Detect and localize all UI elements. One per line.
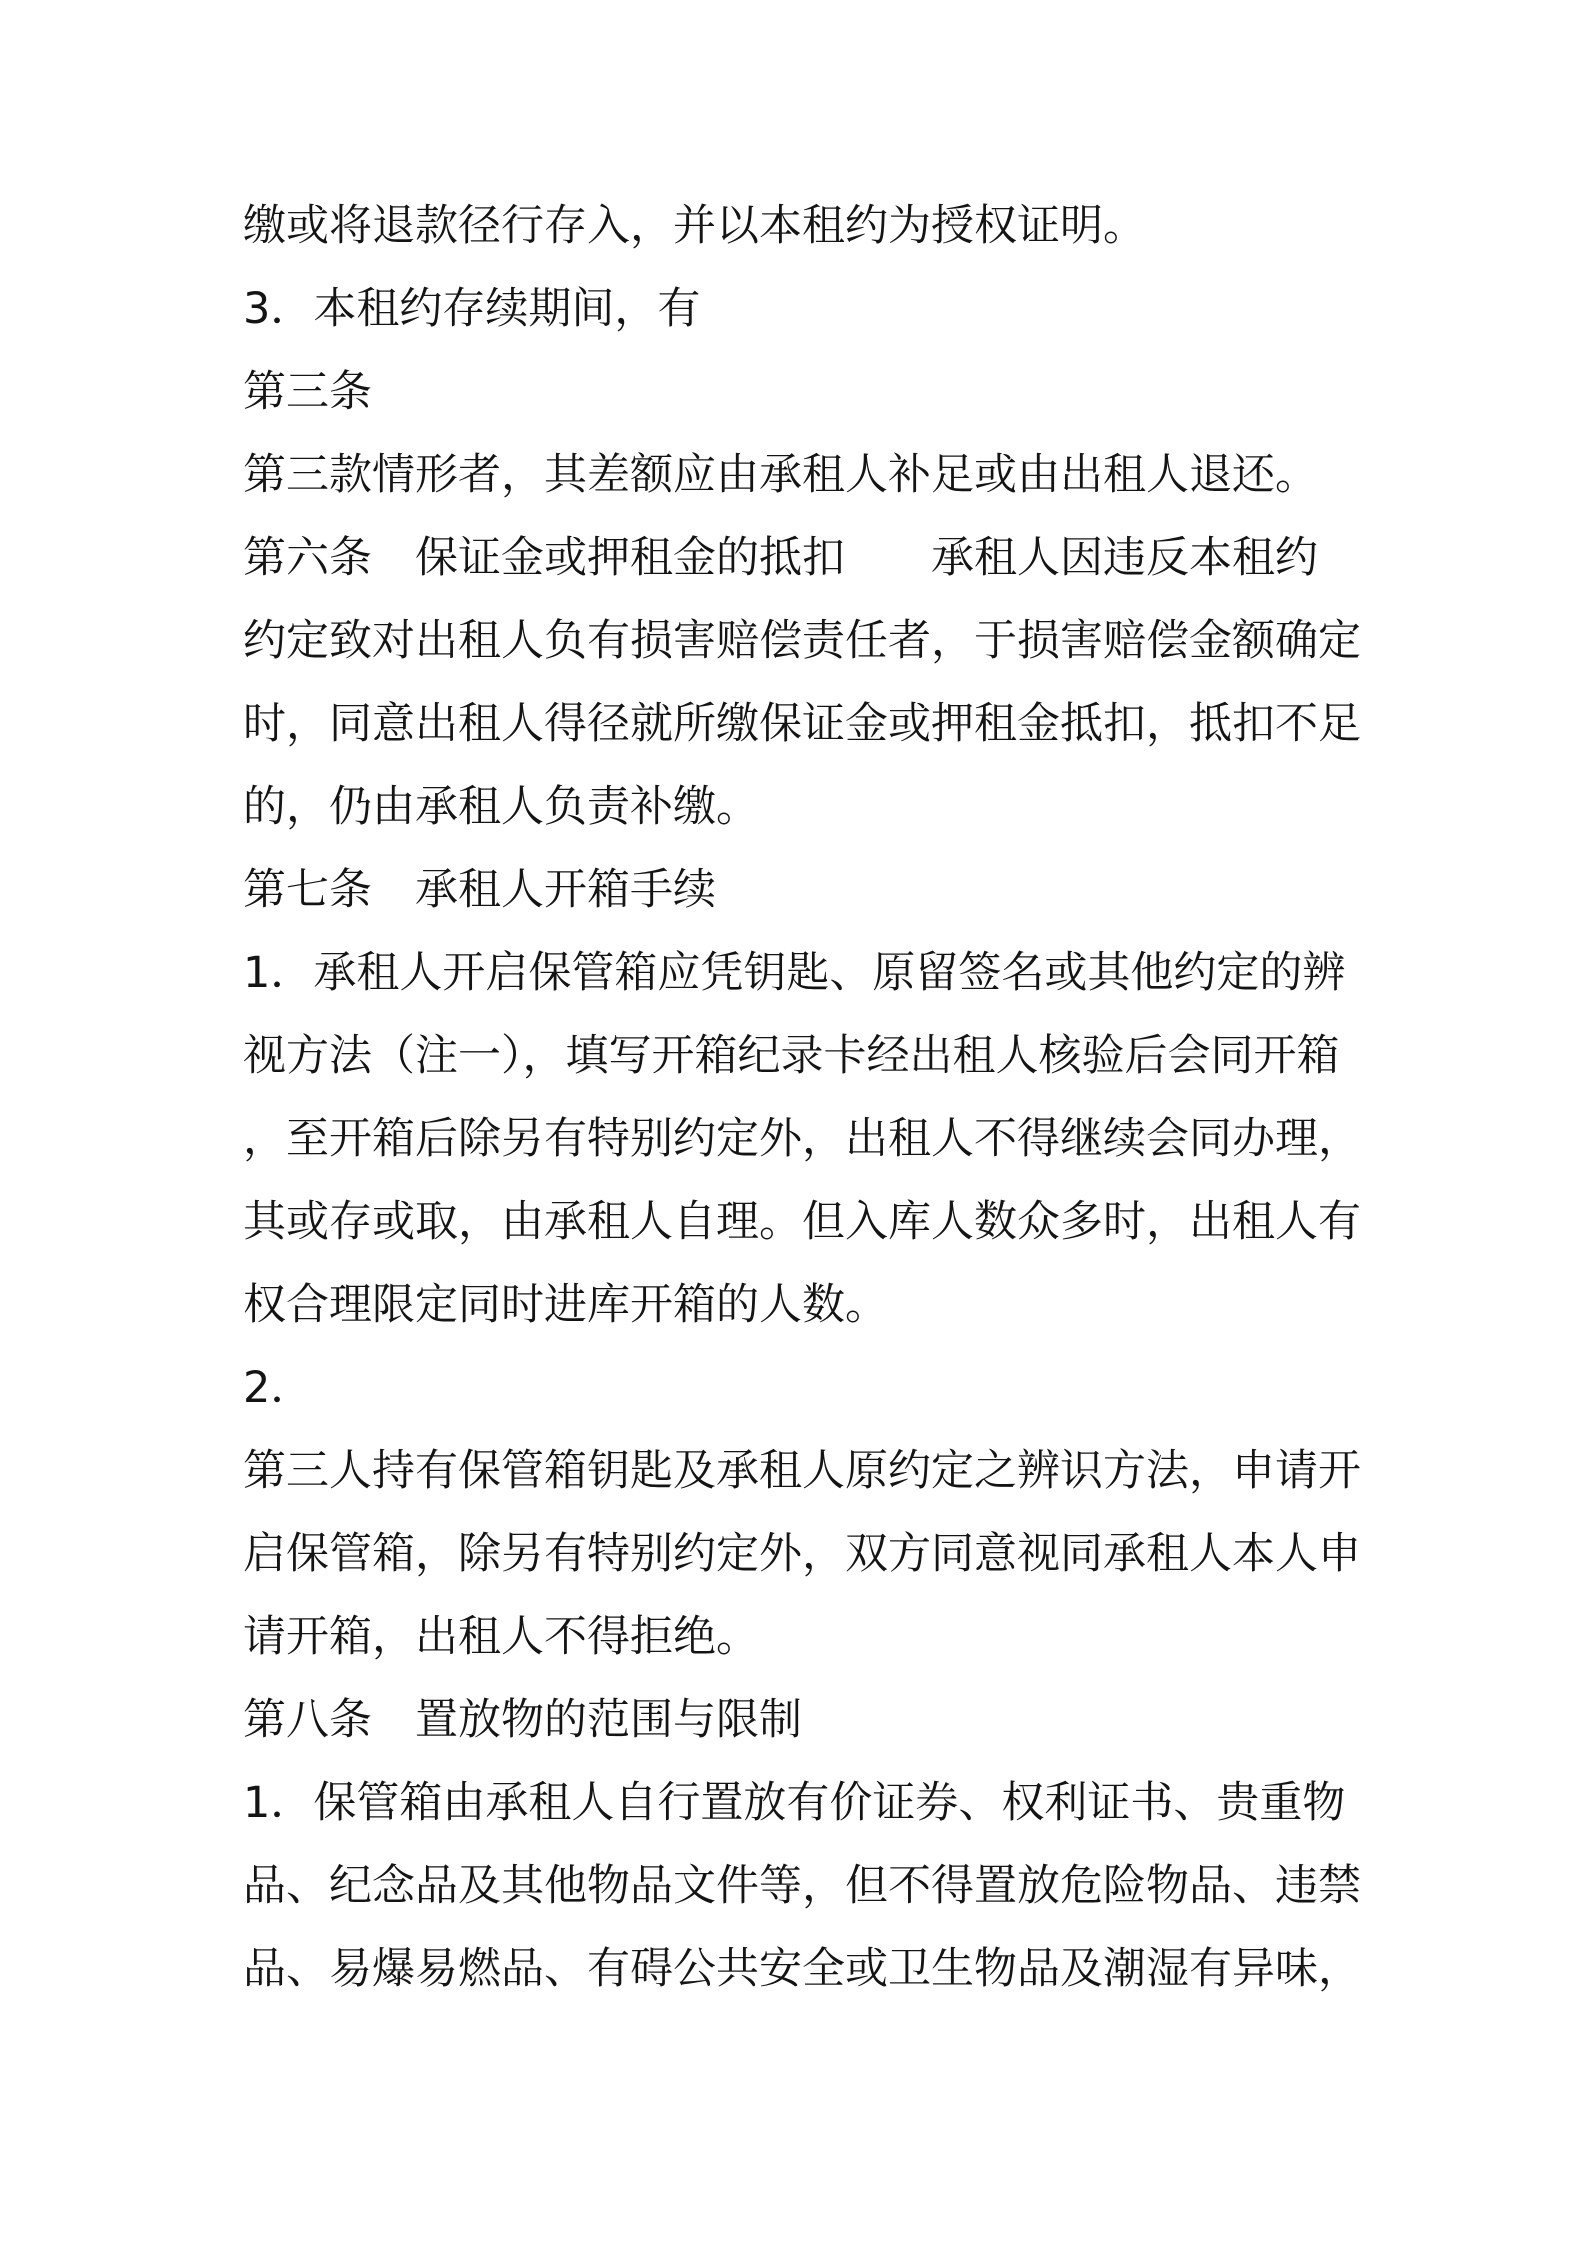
text-line: 第六条 保证金或押租金的抵扣 承租人因违反本租约	[243, 533, 1318, 583]
text-line: 其或存或取，由承租人自理。但入库人数众多时，出租人有	[243, 1197, 1361, 1247]
text-line: 第三人持有保管箱钥匙及承租人原约定之辨识方法，申请开	[243, 1446, 1361, 1496]
text-line: 2．	[243, 1363, 314, 1413]
text-line: 品、易爆易燃品、有碍公共安全或卫生物品及潮湿有异味，	[243, 1944, 1361, 1994]
text-line: 时，同意出租人得径就所缴保证金或押租金抵扣，抵扣不足	[243, 699, 1361, 749]
text-line: 1．保管箱由承租人自行置放有价证券、权利证书、贵重物	[243, 1778, 1346, 1828]
text-line: 第三条	[243, 367, 372, 417]
text-line: 权合理限定同时进库开箱的人数。	[243, 1280, 888, 1330]
text-line: ，至开箱后除另有特别约定外，出租人不得继续会同办理，	[243, 1114, 1361, 1164]
text-line: 约定致对出租人负有损害赔偿责任者，于损害赔偿金额确定	[243, 616, 1361, 666]
text-line: 的，仍由承租人负责补缴。	[243, 782, 759, 832]
text-line: 3．本租约存续期间，有	[243, 284, 701, 334]
text-line: 第三款情形者，其差额应由承租人补足或由出租人退还。	[243, 450, 1318, 500]
text-line: 视方法（注一），填写开箱纪录卡经出租人核验后会同开箱	[243, 1031, 1340, 1081]
text-line: 启保管箱，除另有特别约定外，双方同意视同承租人本人申	[243, 1529, 1361, 1579]
text-line: 缴或将退款径行存入，并以本租约为授权证明。	[243, 201, 1146, 251]
text-line: 请开箱，出租人不得拒绝。	[243, 1612, 759, 1662]
text-line: 第八条 置放物的范围与限制	[243, 1695, 802, 1745]
text-line: 第七条 承租人开箱手续	[243, 865, 716, 915]
text-line: 品、纪念品及其他物品文件等，但不得置放危险物品、违禁	[243, 1861, 1361, 1911]
text-line: 1．承租人开启保管箱应凭钥匙、原留签名或其他约定的辨	[243, 948, 1346, 998]
